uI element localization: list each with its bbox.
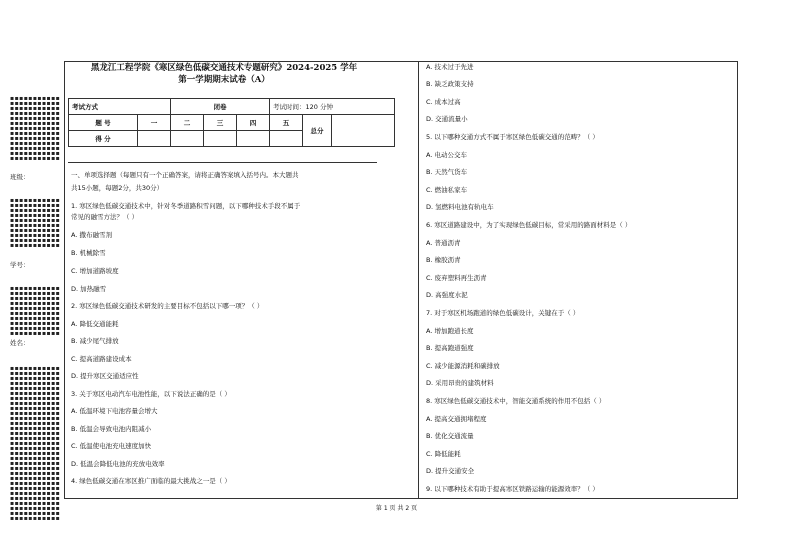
question-col-5: 五 [270, 115, 303, 131]
q3-option-d: D. 低温会降低电池的充放电效率 [71, 460, 165, 468]
score-cell [171, 131, 204, 147]
question-1-stem: 1. 寒区绿色低碳交通技术中，针对冬季道路积雪问题，以下哪种技术手段不属于 [71, 202, 301, 210]
score-cell [204, 131, 237, 147]
q4-option-c: C. 成本过高 [426, 98, 461, 106]
question-col-2: 二 [171, 115, 204, 131]
title-line-1: 黑龙江工程学院《寒区绿色低碳交通技术专题研究》2024-2025 学年 [90, 63, 358, 73]
exam-mode-value: 闭卷 [171, 99, 270, 115]
binding-dots: ▪▪▪▪▪▪▪▪▪▪▪ ▪▪▪▪▪▪▪▪▪▪▪ ▪▪▪▪▪▪▪▪▪▪▪ ▪▪▪▪▪▪▪▪▪▪▪ ▪▪▪▪▪▪▪▪▪▪▪ ▪▪▪▪▪▪▪▪▪▪▪ ▪▪▪▪▪▪▪▪▪▪▪ ▪▪▪▪▪▪▪▪▪▪▪ ▪▪▪▪▪▪▪▪▪▪▪ ▪▪▪▪▪▪▪▪▪▪▪ ▪▪▪▪▪▪▪▪▪▪▪ ▪▪▪▪▪▪▪▪▪▪▪ ▪▪▪▪▪▪▪▪▪▪▪ ▪▪▪▪▪▪▪▪▪▪▪ ▪▪▪▪▪▪▪▪▪▪▪ ▪▪▪▪▪▪▪▪▪▪▪ ▪▪▪▪▪▪▪▪▪▪▪ ▪▪▪▪▪▪▪▪▪▪▪ ▪▪▪▪▪▪▪▪▪▪▪ ▪▪▪▪▪▪▪▪▪▪▪ ▪▪▪▪▪▪▪▪▪▪▪ ▪▪▪▪▪▪▪▪▪▪▪ ▪▪▪▪▪▪▪▪▪▪▪ ▪▪▪▪▪▪▪▪▪▪▪ ▪▪▪▪▪▪▪▪▪▪▪ ▪▪▪▪▪▪▪▪▪▪▪ ▪▪▪▪▪▪▪▪▪▪▪ ▪▪▪▪▪▪▪▪▪▪▪ ▪▪▪▪▪▪▪▪▪▪▪ ▪▪▪▪▪▪▪▪▪▪▪ ▪▪▪▪▪▪▪▪▪▪▪ [10, 365, 61, 522]
q7-option-b: B. 提高跑道强度 [426, 344, 474, 352]
q4-option-a: A. 技术过于先进 [426, 63, 474, 71]
q1-option-a: A. 撒布融雪剂 [71, 231, 112, 239]
question-col-3: 三 [204, 115, 237, 131]
q5-option-b: B. 天然气货车 [426, 168, 468, 176]
exam-mode-label: 考试方式 [69, 99, 171, 115]
q8-option-c: C. 降低能耗 [426, 450, 461, 458]
binding-dots: ▪▪▪▪▪▪▪▪▪▪▪ ▪▪▪▪▪▪▪▪▪▪▪ ▪▪▪▪▪▪▪▪▪▪▪ ▪▪▪▪▪▪▪▪▪▪▪ ▪▪▪▪▪▪▪▪▪▪▪ ▪▪▪▪▪▪▪▪▪▪▪ ▪▪▪▪▪▪▪▪▪▪▪ ▪▪▪▪▪▪▪▪▪▪▪ ▪▪▪▪▪▪▪▪▪▪▪ ▪▪▪▪▪▪▪▪▪▪▪ [10, 285, 61, 337]
q8-option-d: D. 提升交通安全 [426, 467, 475, 475]
q2-option-c: C. 提高道路建设成本 [71, 355, 132, 363]
student-id-label: 学号： [10, 261, 30, 269]
q5-option-a: A. 电动公交车 [426, 151, 467, 159]
q7-option-a: A. 增加跑道长度 [426, 327, 474, 335]
q6-option-a: A. 普通沥青 [426, 239, 461, 247]
q3-option-a: A. 低温环境下电池容量会增大 [71, 407, 158, 415]
question-1-stem-2: 常见的融雪方法？（ ） [71, 213, 139, 221]
question-9-stem: 9. 以下哪种技术有助于提高寒区铁路运输的能源效率？（ ） [426, 485, 599, 493]
q3-option-b: B. 低温会导致电池内阻减小 [71, 425, 152, 433]
q1-option-b: B. 机械除雪 [71, 249, 106, 257]
q8-option-b: B. 优化交通流量 [426, 432, 474, 440]
score-table [68, 98, 395, 147]
q4-option-d: D. 交通流量小 [426, 115, 468, 123]
exam-title [74, 62, 374, 86]
question-7-stem: 7. 对于寒区机场跑道的绿色低碳设计，关键在于（ ） [426, 309, 580, 317]
class-label: 班级： [10, 173, 30, 181]
question-5-stem: 5. 以下哪种交通方式不属于寒区绿色低碳交通的范畴？（ ） [426, 133, 599, 141]
row-question-label: 题 号 [69, 115, 138, 131]
q2-option-b: B. 减少尾气排放 [71, 337, 119, 345]
q4-option-b: B. 缺乏政策支持 [426, 80, 474, 88]
q2-option-a: A. 降低交通能耗 [71, 320, 119, 328]
score-cell [237, 131, 270, 147]
question-2-stem: 2. 寒区绿色低碳交通技术研发的主要目标不包括以下哪一项？（ ） [71, 302, 264, 310]
page-footer: 第 1 页 共 2 页 [375, 505, 418, 512]
total-label: 总分 [303, 115, 332, 147]
q1-option-d: D. 加热融雪 [71, 285, 107, 293]
binding-dots: ▪▪▪▪▪▪▪▪▪▪▪ ▪▪▪▪▪▪▪▪▪▪▪ ▪▪▪▪▪▪▪▪▪▪▪ ▪▪▪▪▪▪▪▪▪▪▪ ▪▪▪▪▪▪▪▪▪▪▪ ▪▪▪▪▪▪▪▪▪▪▪ ▪▪▪▪▪▪▪▪▪▪▪ ▪▪▪▪▪▪▪▪▪▪▪ ▪▪▪▪▪▪▪▪▪▪▪ ▪▪▪▪▪▪▪▪▪▪▪ [10, 197, 61, 249]
score-cell [270, 131, 303, 147]
question-8-stem: 8. 寒区绿色低碳交通技术中，智能交通系统的作用不包括（ ） [426, 397, 606, 405]
question-4-stem: 4. 绿色低碳交通在寒区推广面临的最大挑战之一是（ ） [71, 477, 231, 485]
title-line-2: 第一学期期末试卷（A） [178, 75, 270, 85]
q5-option-d: D. 氢燃料电池有轨电车 [426, 203, 494, 211]
question-3-stem: 3. 关于寒区电动汽车电池性能，以下说法正确的是（ ） [71, 390, 231, 398]
q5-option-c: C. 燃油私家车 [426, 186, 468, 194]
question-col-4: 四 [237, 115, 270, 131]
q2-option-d: D. 提升寒区交通适应性 [71, 372, 139, 380]
q3-option-c: C. 低温使电池充电速度加快 [71, 442, 152, 450]
q6-option-b: B. 橡胶沥青 [426, 256, 461, 264]
q6-option-d: D. 高强度水泥 [426, 291, 468, 299]
row-score-label: 得 分 [69, 131, 138, 147]
binding-dots: ▪▪▪▪▪▪▪▪▪▪▪ ▪▪▪▪▪▪▪▪▪▪▪ ▪▪▪▪▪▪▪▪▪▪▪ ▪▪▪▪▪▪▪▪▪▪▪ ▪▪▪▪▪▪▪▪▪▪▪ ▪▪▪▪▪▪▪▪▪▪▪ ▪▪▪▪▪▪▪▪▪▪▪ ▪▪▪▪▪▪▪▪▪▪▪ ▪▪▪▪▪▪▪▪▪▪▪ ▪▪▪▪▪▪▪▪▪▪▪ ▪▪▪▪▪▪▪▪▪▪▪ ▪▪▪▪▪▪▪▪▪▪▪ ▪▪▪▪▪▪▪▪▪▪▪ [10, 95, 61, 162]
section-instructions-2: 共15小题，每题2分，共30分） [71, 184, 164, 192]
q8-option-a: A. 提高交通拥堵程度 [426, 415, 487, 423]
header-rule [68, 162, 377, 163]
column-divider [418, 61, 419, 499]
section-instructions: 一、单项选择题（每题只有一个正确答案，请将正确答案填入括号内。本大题共 [71, 171, 299, 179]
q1-option-c: C. 增加道路坡度 [71, 267, 119, 275]
exam-time: 考试时间：120 分钟 [270, 99, 395, 115]
score-cell [138, 131, 171, 147]
question-col-1: 一 [138, 115, 171, 131]
q6-option-c: C. 废弃塑料再生沥青 [426, 274, 487, 282]
q7-option-d: D. 采用昂贵的建筑材料 [426, 379, 494, 387]
total-score-cell [332, 115, 395, 147]
question-6-stem: 6. 寒区道路建设中，为了实现绿色低碳目标，常采用的路面材料是（ ） [426, 221, 632, 229]
q7-option-c: C. 减少能源消耗和碳排放 [426, 362, 500, 370]
name-label: 姓名： [10, 339, 30, 347]
